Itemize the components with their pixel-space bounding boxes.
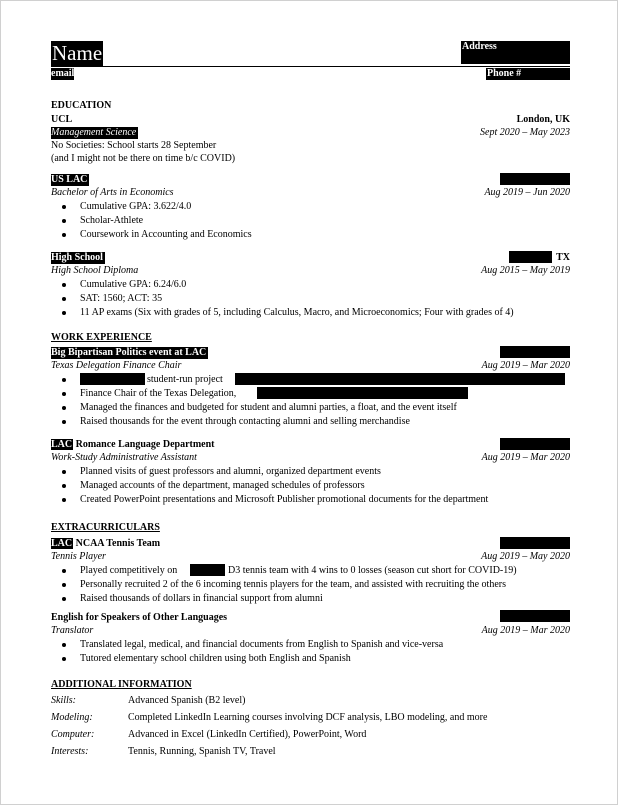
ucl-program: Management Science (51, 127, 137, 138)
esol-role: Translator (51, 625, 94, 636)
uslac-bullet-1: Cumulative GPA: 3.622/4.0 (80, 201, 192, 212)
additional-label-computer: Computer: (51, 729, 95, 740)
romance-bullet-2: Managed accounts of the department, managed schedules of professors (80, 480, 365, 491)
politics-redaction-1 (80, 373, 145, 385)
ucl-school: UCL (51, 114, 73, 125)
politics-bullet-4: Raised thousands for the event through contacting alumni and selling merchandise (80, 416, 410, 427)
highschool-bullet-2: SAT: 1560; ACT: 35 (80, 293, 163, 304)
bullet (62, 657, 66, 661)
additional-value-modeling: Completed LinkedIn Learning courses involving DCF analysis, LBO modeling, and more (128, 712, 488, 723)
highschool-bullet-1: Cumulative GPA: 6.24/6.0 (80, 279, 187, 290)
tennis-org-rest: NCAA Tennis Team (73, 538, 161, 549)
bullet (62, 569, 66, 573)
romance-bullet-1: Planned visits of guest professors and alumni, organized department events (80, 466, 381, 477)
ucl-dates: Sept 2020 – May 2023 (480, 127, 570, 138)
header-divider (51, 66, 570, 67)
tennis-bullet-3: Raised thousands of dollars in financial support from alumni (80, 593, 323, 604)
politics-dates: Aug 2019 – Mar 2020 (481, 360, 570, 371)
ucl-location: London, UK (516, 114, 570, 125)
bullet (62, 378, 66, 382)
additional-heading: ADDITIONAL INFORMATION (51, 679, 192, 690)
phone-label: Phone # (487, 68, 522, 79)
politics-role: Texas Delegation Finance Chair (51, 360, 182, 371)
bullet (62, 219, 66, 223)
bullet (62, 583, 66, 587)
ucl-note-1: No Societies: School starts 28 September (51, 140, 217, 151)
highschool-dates: Aug 2015 – May 2019 (481, 265, 570, 276)
uslac-location-redaction (500, 173, 570, 185)
esol-location-redaction (500, 610, 570, 622)
education-heading: EDUCATION (51, 100, 112, 111)
esol-bullet-2: Tutored elementary school children using both English and Spanish (80, 653, 351, 664)
bullet (62, 470, 66, 474)
bullet (62, 283, 66, 287)
email-label: email (51, 68, 75, 79)
tennis-bullet-1-pre: Played competitively on (80, 565, 178, 576)
uslac-degree: Bachelor of Arts in Economics (51, 187, 174, 198)
romance-location-redaction (500, 438, 570, 450)
politics-bullet-2: Finance Chair of the Texas Delegation, (80, 388, 237, 399)
tennis-location-redaction (500, 537, 570, 549)
highschool-school: High School (51, 252, 103, 263)
address-label: Address (462, 41, 497, 52)
bullet (62, 297, 66, 301)
tennis-dates: Aug 2019 – May 2020 (481, 551, 570, 562)
additional-value-computer: Advanced in Excel (LinkedIn Certified), PowerPoint, Word (128, 729, 367, 740)
politics-redaction-3 (257, 387, 468, 399)
romance-org (51, 439, 215, 451)
politics-bullet-3: Managed the finances and budgeted for student and alumni parties, a float, and the event itself (80, 402, 457, 413)
bullet (62, 597, 66, 601)
bullet (62, 420, 66, 424)
bullet (62, 498, 66, 502)
tennis-bullet-1-post: D3 tennis team with 4 wins to 0 losses (season cut short for COVID-19) (228, 565, 517, 576)
extracurriculars-heading: EXTRACURRICULARS (51, 522, 160, 533)
tennis-org-prefix: LAC (51, 538, 73, 549)
highschool-bullet-3: 11 AP exams (Six with grades of 5, including Calculus, Macro, and Microeconomics; Four with grades of 4) (80, 307, 514, 318)
politics-location-redaction (500, 346, 570, 358)
additional-value-skills: Advanced Spanish (B2 level) (128, 695, 246, 706)
additional-label-interests: Interests: (51, 746, 89, 757)
bullet (62, 484, 66, 488)
politics-redaction-2 (235, 373, 565, 385)
esol-org: English for Speakers of Other Languages (51, 612, 228, 623)
tennis-school-redaction (190, 564, 225, 576)
uslac-bullet-3: Coursework in Accounting and Economics (80, 229, 252, 240)
romance-org-rest: Romance Language Department (73, 439, 215, 450)
candidate-name: Name (52, 41, 103, 65)
ucl-note-2: (and I might not be there on time b/c COVID) (51, 153, 236, 164)
work-heading: WORK EXPERIENCE (51, 332, 152, 343)
romance-bullet-3: Created PowerPoint presentations and Microsoft Publisher promotional documents for the department (80, 494, 489, 505)
politics-bullet-1: student-run project (147, 374, 223, 385)
esol-bullet-1: Translated legal, medical, and financial documents from English to Spanish and vice-versa (80, 639, 444, 650)
bullet (62, 311, 66, 315)
tennis-org (51, 538, 160, 550)
romance-role: Work-Study Administrative Assistant (51, 452, 197, 463)
additional-label-skills: Skills: (51, 695, 76, 706)
highschool-degree: High School Diploma (51, 265, 139, 276)
romance-dates: Aug 2019 – Mar 2020 (481, 452, 570, 463)
bullet (62, 233, 66, 237)
romance-org-prefix: LAC (51, 439, 73, 450)
tennis-bullet-2: Personally recruited 2 of the 6 incoming tennis players for the team, and assisted with recruiting the others (80, 579, 506, 590)
uslac-dates: Aug 2019 – Jun 2020 (484, 187, 570, 198)
highschool-state: TX (556, 252, 570, 263)
uslac-school: US LAC (51, 174, 88, 185)
bullet (62, 406, 66, 410)
politics-org: Big Bipartisan Politics event at LAC (51, 347, 207, 358)
bullet (62, 392, 66, 396)
bullet (62, 205, 66, 209)
additional-value-interests: Tennis, Running, Spanish TV, Travel (128, 746, 276, 757)
additional-label-modeling: Modeling: (51, 712, 93, 723)
esol-dates: Aug 2019 – Mar 2020 (481, 625, 570, 636)
uslac-bullet-2: Scholar-Athlete (80, 215, 144, 226)
tennis-role: Tennis Player (51, 551, 106, 562)
bullet (62, 643, 66, 647)
highschool-city-redaction (509, 251, 552, 263)
